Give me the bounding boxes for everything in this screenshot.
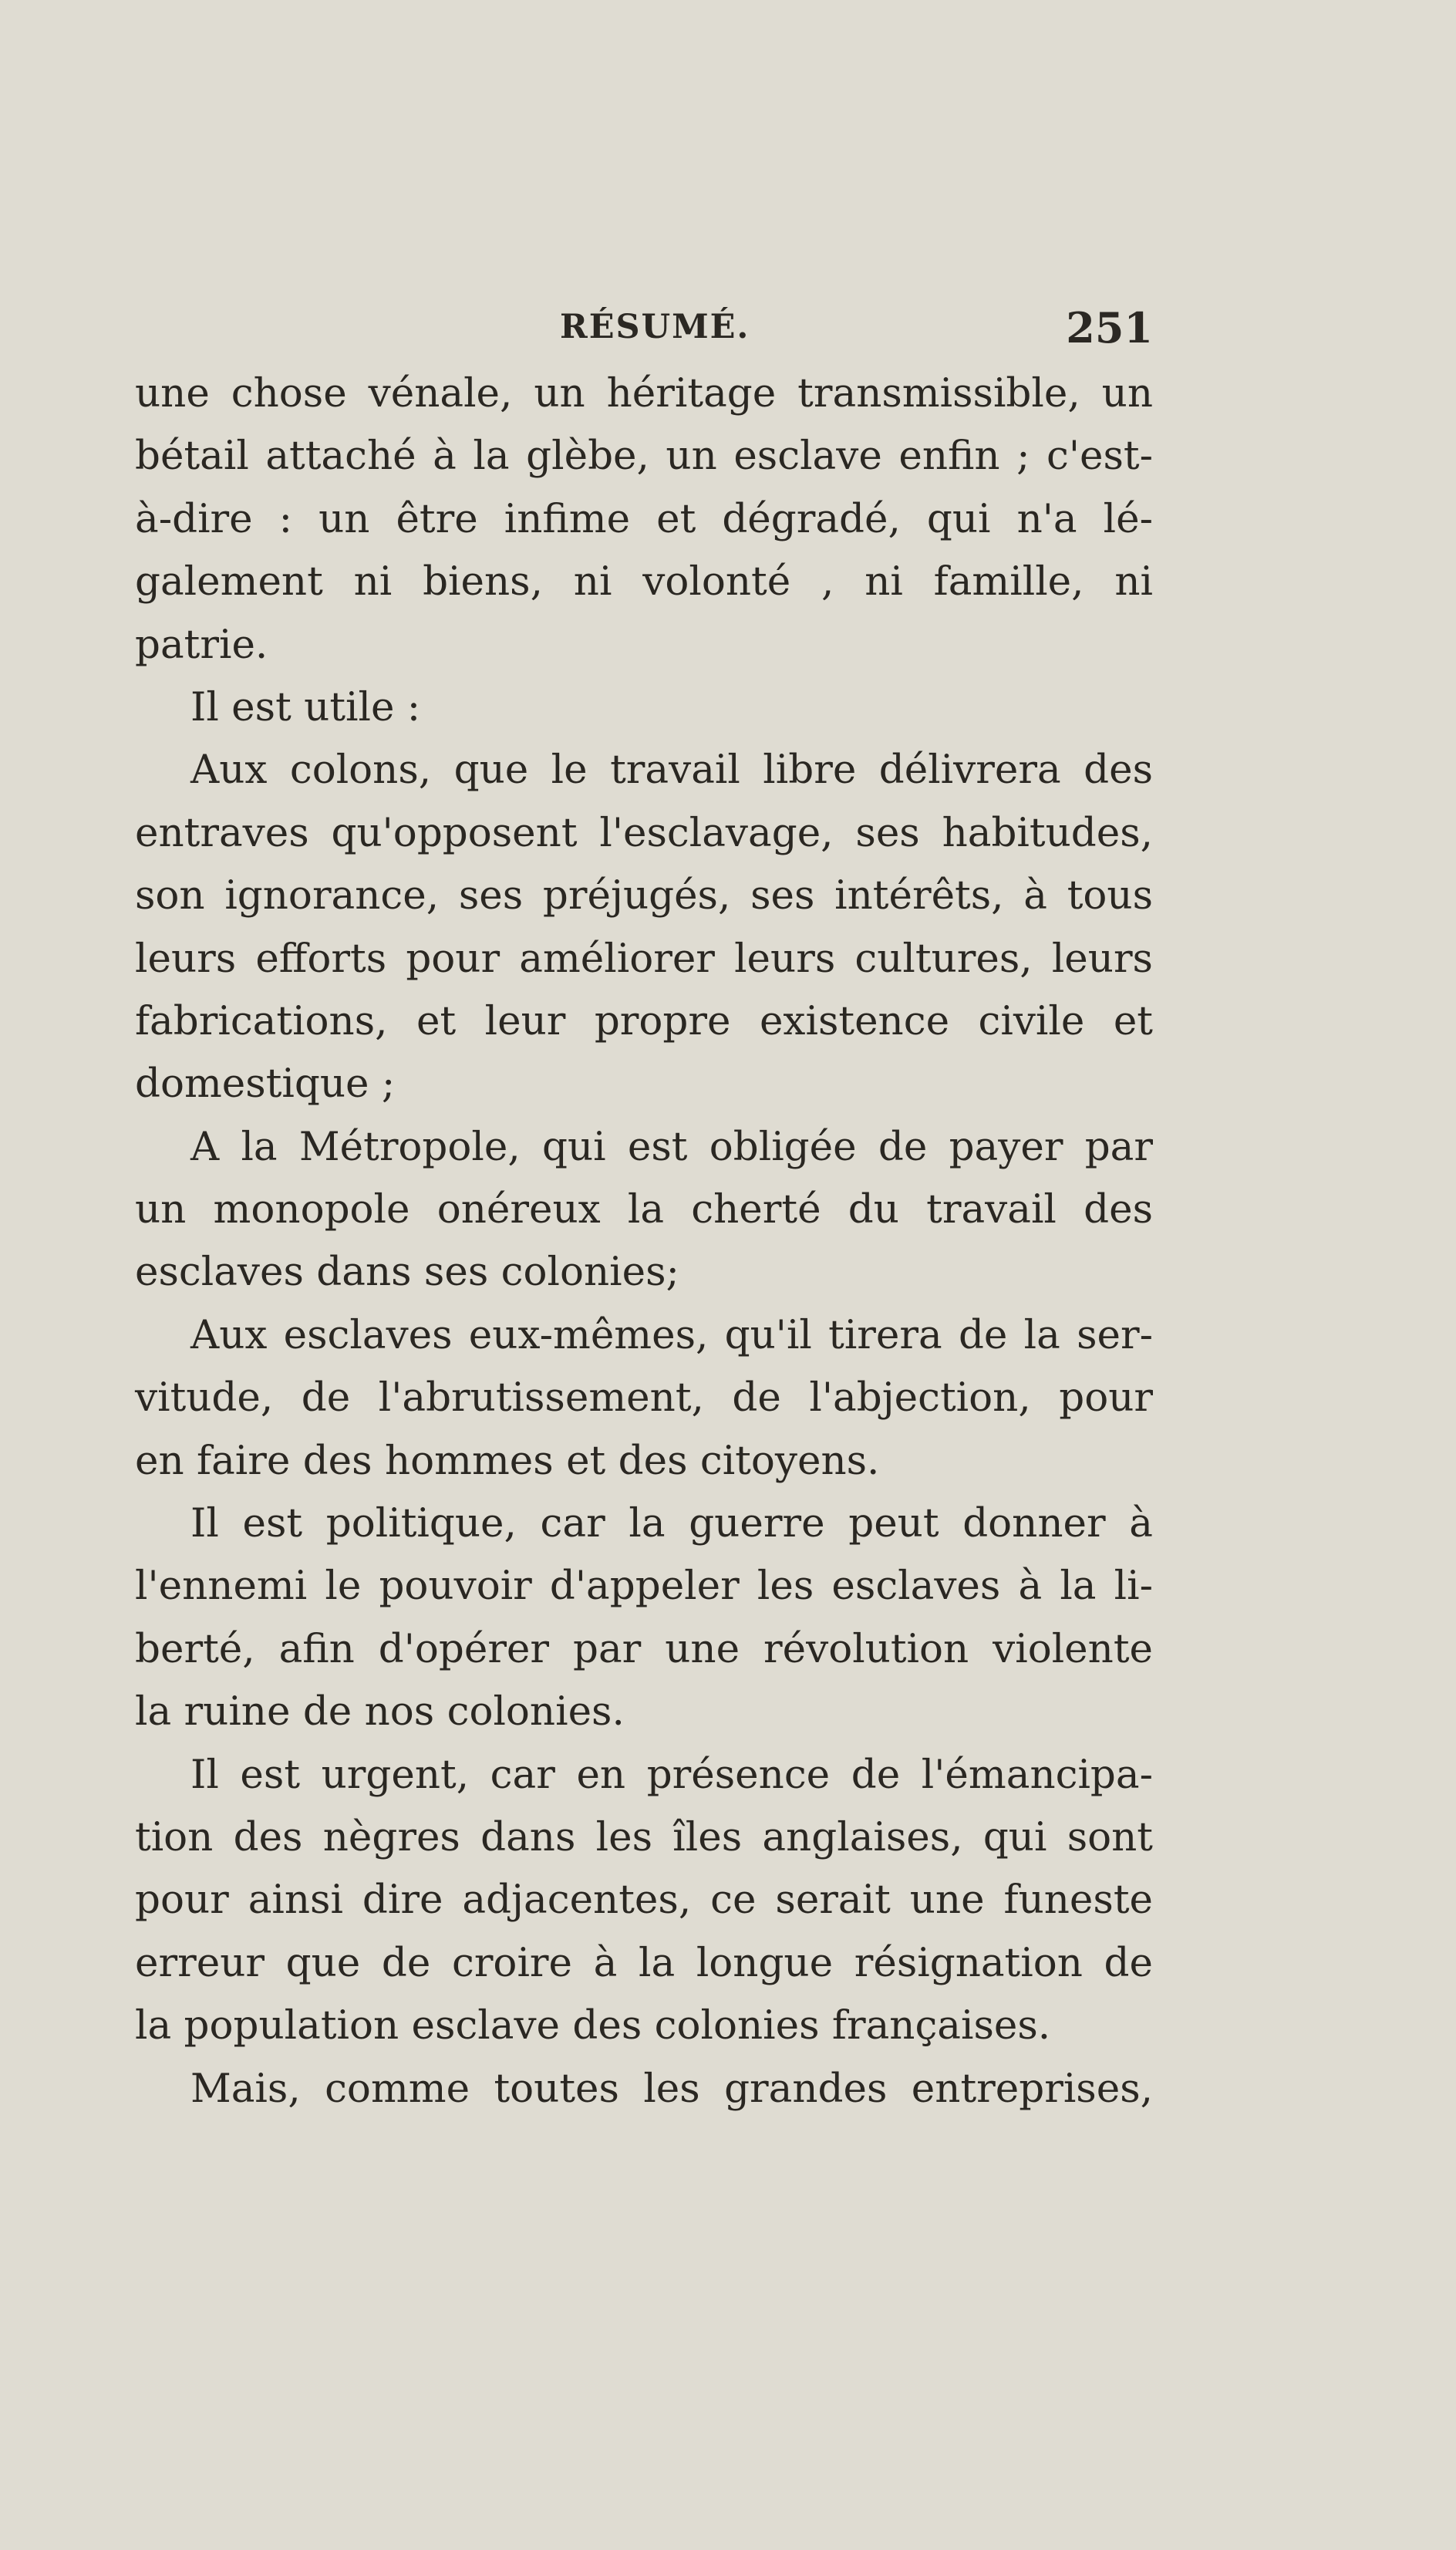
body-text [135, 363, 1153, 2120]
text-line: Il est urgent, car en présence de l'émancipa- [190, 1751, 1153, 1798]
text-line: galement ni biens, ni volonté , ni famille, ni [135, 558, 1153, 605]
text-line: domestique ; [135, 1061, 396, 1108]
text-line: tion des nègres dans les îles anglaises, qui sont [135, 1813, 1153, 1860]
text-line: erreur que de croire à la longue résignation de [135, 1939, 1153, 1986]
text-line: à-dire : un être infime et dégradé, qui n'a lé- [135, 495, 1153, 542]
text-line: vitude, de l'abrutissement, de l'abjection, pour [135, 1375, 1153, 1422]
text-line: leurs efforts pour améliorer leurs cultures, leurs [135, 935, 1153, 982]
text-line: berté, afin d'opérer par une révolution violente [135, 1625, 1153, 1672]
text-line: l'ennemi le pouvoir d'appeler les esclaves à la li- [135, 1563, 1153, 1610]
text-line: bétail attaché à la glèbe, un esclave enfin ; c'est- [135, 433, 1153, 480]
text-line: patrie. [135, 621, 268, 668]
page-header [135, 303, 1153, 357]
text-line: Mais, comme toutes les grandes entreprises, [190, 2065, 1153, 2112]
text-line: Aux esclaves eux-mêmes, qu'il tirera de la ser- [190, 1311, 1153, 1358]
text-line: la ruine de nos colonies. [135, 1688, 625, 1735]
text-line: la population esclave des colonies françaises. [135, 2002, 1051, 2049]
text-line: une chose vénale, un héritage transmissible, un [135, 370, 1153, 417]
text-line: esclaves dans ses colonies; [135, 1249, 679, 1296]
text-line: Il est politique, car la guerre peut donner à [190, 1500, 1153, 1547]
text-line: pour ainsi dire adjacentes, ce serait une funeste [135, 1877, 1153, 1924]
text-line: un monopole onéreux la cherté du travail des [135, 1186, 1153, 1233]
page-number: 251 [1066, 303, 1153, 352]
running-head: RÉSUMÉ. [560, 308, 750, 346]
text-line: en faire des hommes et des citoyens. [135, 1437, 880, 1484]
text-line: Il est utile : [190, 683, 421, 730]
text-line: fabrications, et leur propre existence civile et [135, 997, 1153, 1044]
text-line: Aux colons, que le travail libre délivrera des [190, 747, 1153, 794]
text-line: son ignorance, ses préjugés, ses intérêts, à tous [135, 872, 1153, 919]
text-line: entraves qu'opposent l'esclavage, ses habitudes, [135, 809, 1153, 856]
text-line: A la Métropole, qui est obligée de payer par [190, 1123, 1153, 1170]
